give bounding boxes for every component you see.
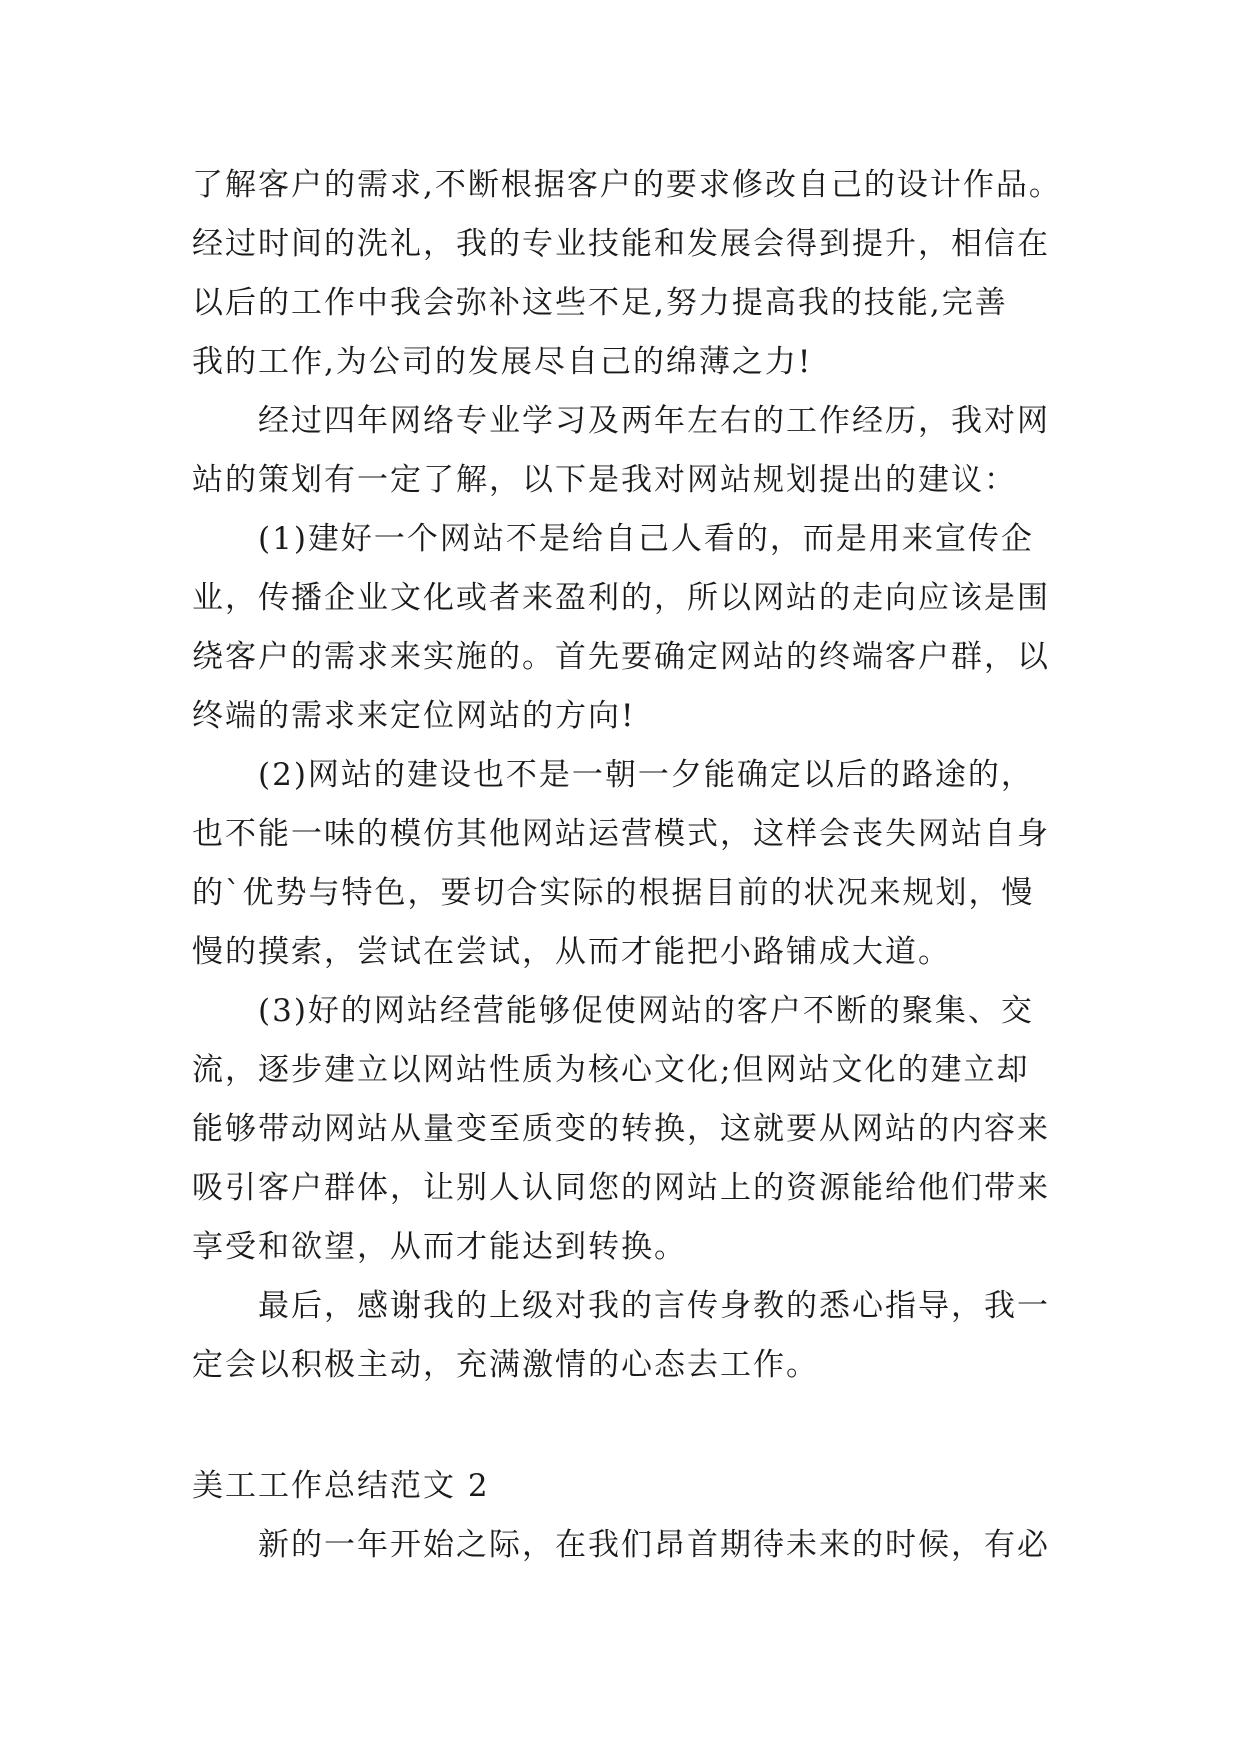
text-line: (3)好的网站经营能够促使网站的客户不断的聚集、交 bbox=[258, 993, 1034, 1029]
text-line: 也不能一味的模仿其他网站运营模式，这样会丧失网站自身 bbox=[192, 816, 1050, 852]
text-line: 经过时间的洗礼，我的专业技能和发展会得到提升，相信在 bbox=[192, 226, 1050, 262]
text-line: 流，逐步建立以网站性质为核心文化;但网站文化的建立却 bbox=[192, 1052, 1030, 1088]
paragraph-experience bbox=[192, 392, 1092, 510]
paragraph-suggestion-2 bbox=[192, 746, 1092, 982]
text-line: 的`优势与特色，要切合实际的根据目前的状况来规划，慢 bbox=[192, 875, 1035, 911]
text-line: 绕客户的需求来实施的。首先要确定网站的终端客户群，以 bbox=[192, 639, 1050, 675]
document-body bbox=[192, 156, 1092, 1575]
paragraph-suggestion-1 bbox=[192, 510, 1092, 746]
text-line: 吸引客户群体，让别人认同您的网站上的资源能给他们带来 bbox=[192, 1170, 1050, 1206]
text-line: 经过四年网络专业学习及两年左右的工作经历，我对网 bbox=[258, 403, 1050, 439]
text-line: 能够带动网站从量变至质变的转换，这就要从网站的内容来 bbox=[192, 1111, 1050, 1147]
text-line: 以后的工作中我会弥补这些不足,努力提高我的技能,完善 bbox=[192, 285, 1008, 321]
paragraph-closing bbox=[192, 1277, 1092, 1395]
text-line: (1)建好一个网站不是给自己人看的，而是用来宣传企 bbox=[258, 521, 1034, 557]
paragraph-suggestion-3 bbox=[192, 982, 1092, 1277]
text-line: 新的一年开始之际，在我们昂首期待未来的时候，有必 bbox=[258, 1527, 1050, 1563]
text-line: 了解客户的需求,不断根据客户的要求修改自己的设计作品。 bbox=[192, 167, 1062, 203]
text-line: (2)网站的建设也不是一朝一夕能确定以后的路途的， bbox=[258, 757, 1034, 793]
section-title: 美工工作总结范文 2 bbox=[192, 1468, 490, 1504]
text-line: 终端的需求来定位网站的方向! bbox=[192, 698, 636, 734]
text-line: 定会以积极主动，充满激情的心态去工作。 bbox=[192, 1347, 819, 1383]
paragraph-continuation bbox=[192, 156, 1092, 392]
text-line: 业，传播企业文化或者来盈利的，所以网站的走向应该是围 bbox=[192, 580, 1050, 616]
text-line: 享受和欲望，从而才能达到转换。 bbox=[192, 1229, 687, 1265]
text-line: 我的工作,为公司的发展尽自己的绵薄之力! bbox=[192, 344, 813, 380]
text-line: 最后，感谢我的上级对我的言传身教的悉心指导，我一 bbox=[258, 1288, 1050, 1324]
text-line: 站的策划有一定了解，以下是我对网站规划提出的建议： bbox=[192, 462, 1017, 498]
text-line: 慢的摸索，尝试在尝试，从而才能把小路铺成大道。 bbox=[192, 934, 951, 970]
